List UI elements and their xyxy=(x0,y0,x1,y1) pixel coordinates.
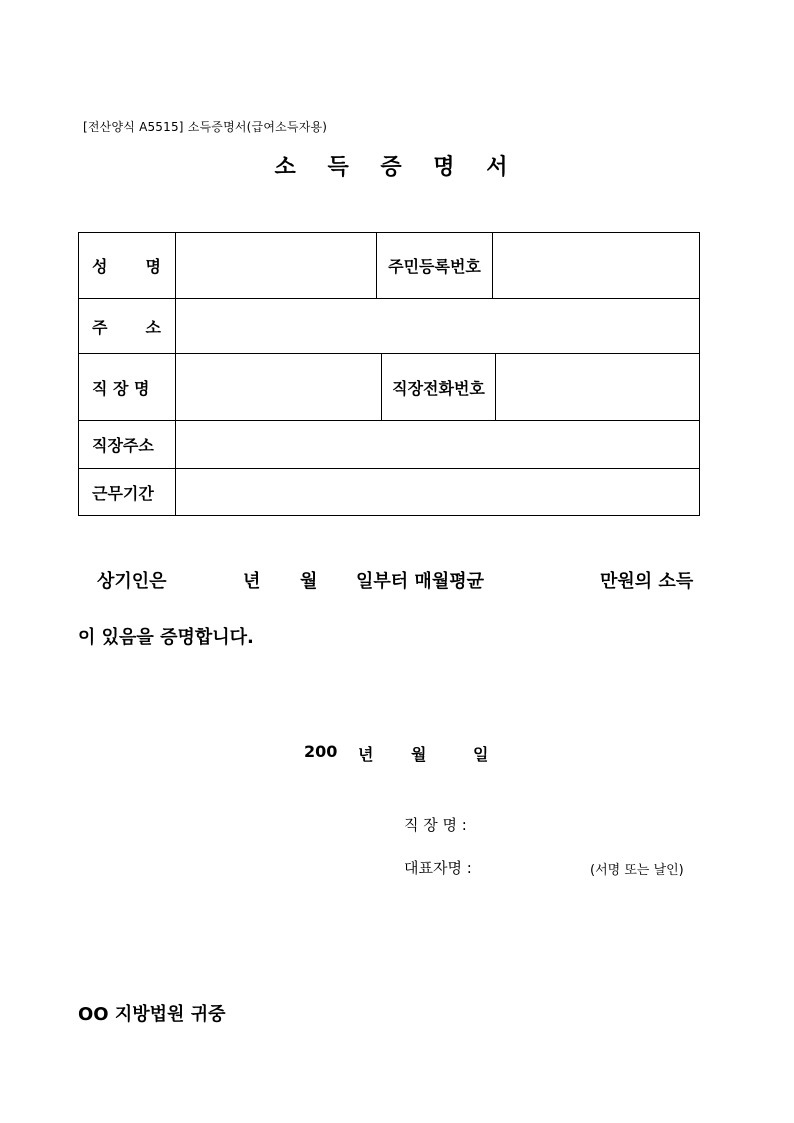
resident-number-field[interactable] xyxy=(493,233,699,298)
row-workplace-address xyxy=(79,421,699,469)
signature-note: (서명 또는 날인) xyxy=(590,863,684,878)
address-label xyxy=(79,299,176,353)
row-employment-period xyxy=(79,469,699,515)
date-day-unit: 일 xyxy=(473,745,489,764)
name-field[interactable] xyxy=(176,233,376,298)
form-code: [전산양식 A5515] 소득증명서(급여소득자용) xyxy=(83,120,328,134)
workplace-address-field[interactable] xyxy=(176,421,699,468)
page-title: 소 득 증 명 서 xyxy=(274,155,520,180)
address-label-part1: 주 xyxy=(92,317,108,337)
statement-month-unit: 월 xyxy=(300,571,318,592)
name-label-part2: 명 xyxy=(145,257,161,276)
date-month-unit: 월 xyxy=(411,745,427,764)
date-year-unit: 년 xyxy=(358,745,374,764)
workplace-field[interactable] xyxy=(176,354,381,420)
row-workplace xyxy=(79,354,699,421)
resident-number-label: 주민등록번호 xyxy=(376,233,493,298)
employment-period-field[interactable] xyxy=(176,469,699,515)
address-label-part2: 소 xyxy=(145,317,161,337)
signature-representative-label: 대표자명 : xyxy=(404,859,472,877)
workplace-address-label: 직장주소 xyxy=(79,421,176,468)
workplace-phone-label: 직장전화번호 xyxy=(381,354,496,420)
workplace-phone-field[interactable] xyxy=(496,354,699,420)
employment-period-label: 근무기간 xyxy=(79,469,176,515)
signature-workplace-label: 직 장 명 : xyxy=(404,816,467,834)
name-label-part1: 성 xyxy=(92,257,108,276)
row-name xyxy=(79,233,699,299)
statement-year-unit: 년 xyxy=(243,571,261,592)
address-field[interactable] xyxy=(176,299,699,353)
statement-monthly-average: 일부터 매월평균 xyxy=(356,571,484,592)
statement-income: 만원의 소득 xyxy=(600,571,694,592)
addressee: OO 지방법원 귀중 xyxy=(78,1004,226,1025)
workplace-label: 직 장 명 xyxy=(79,354,176,420)
statement-line2: 이 있음을 증명합니다. xyxy=(78,627,254,648)
name-label xyxy=(79,233,176,298)
row-address xyxy=(79,299,699,354)
certificate-form-table xyxy=(78,232,700,516)
statement-subject: 상기인은 xyxy=(97,571,167,592)
date-year: 200 xyxy=(304,742,338,761)
